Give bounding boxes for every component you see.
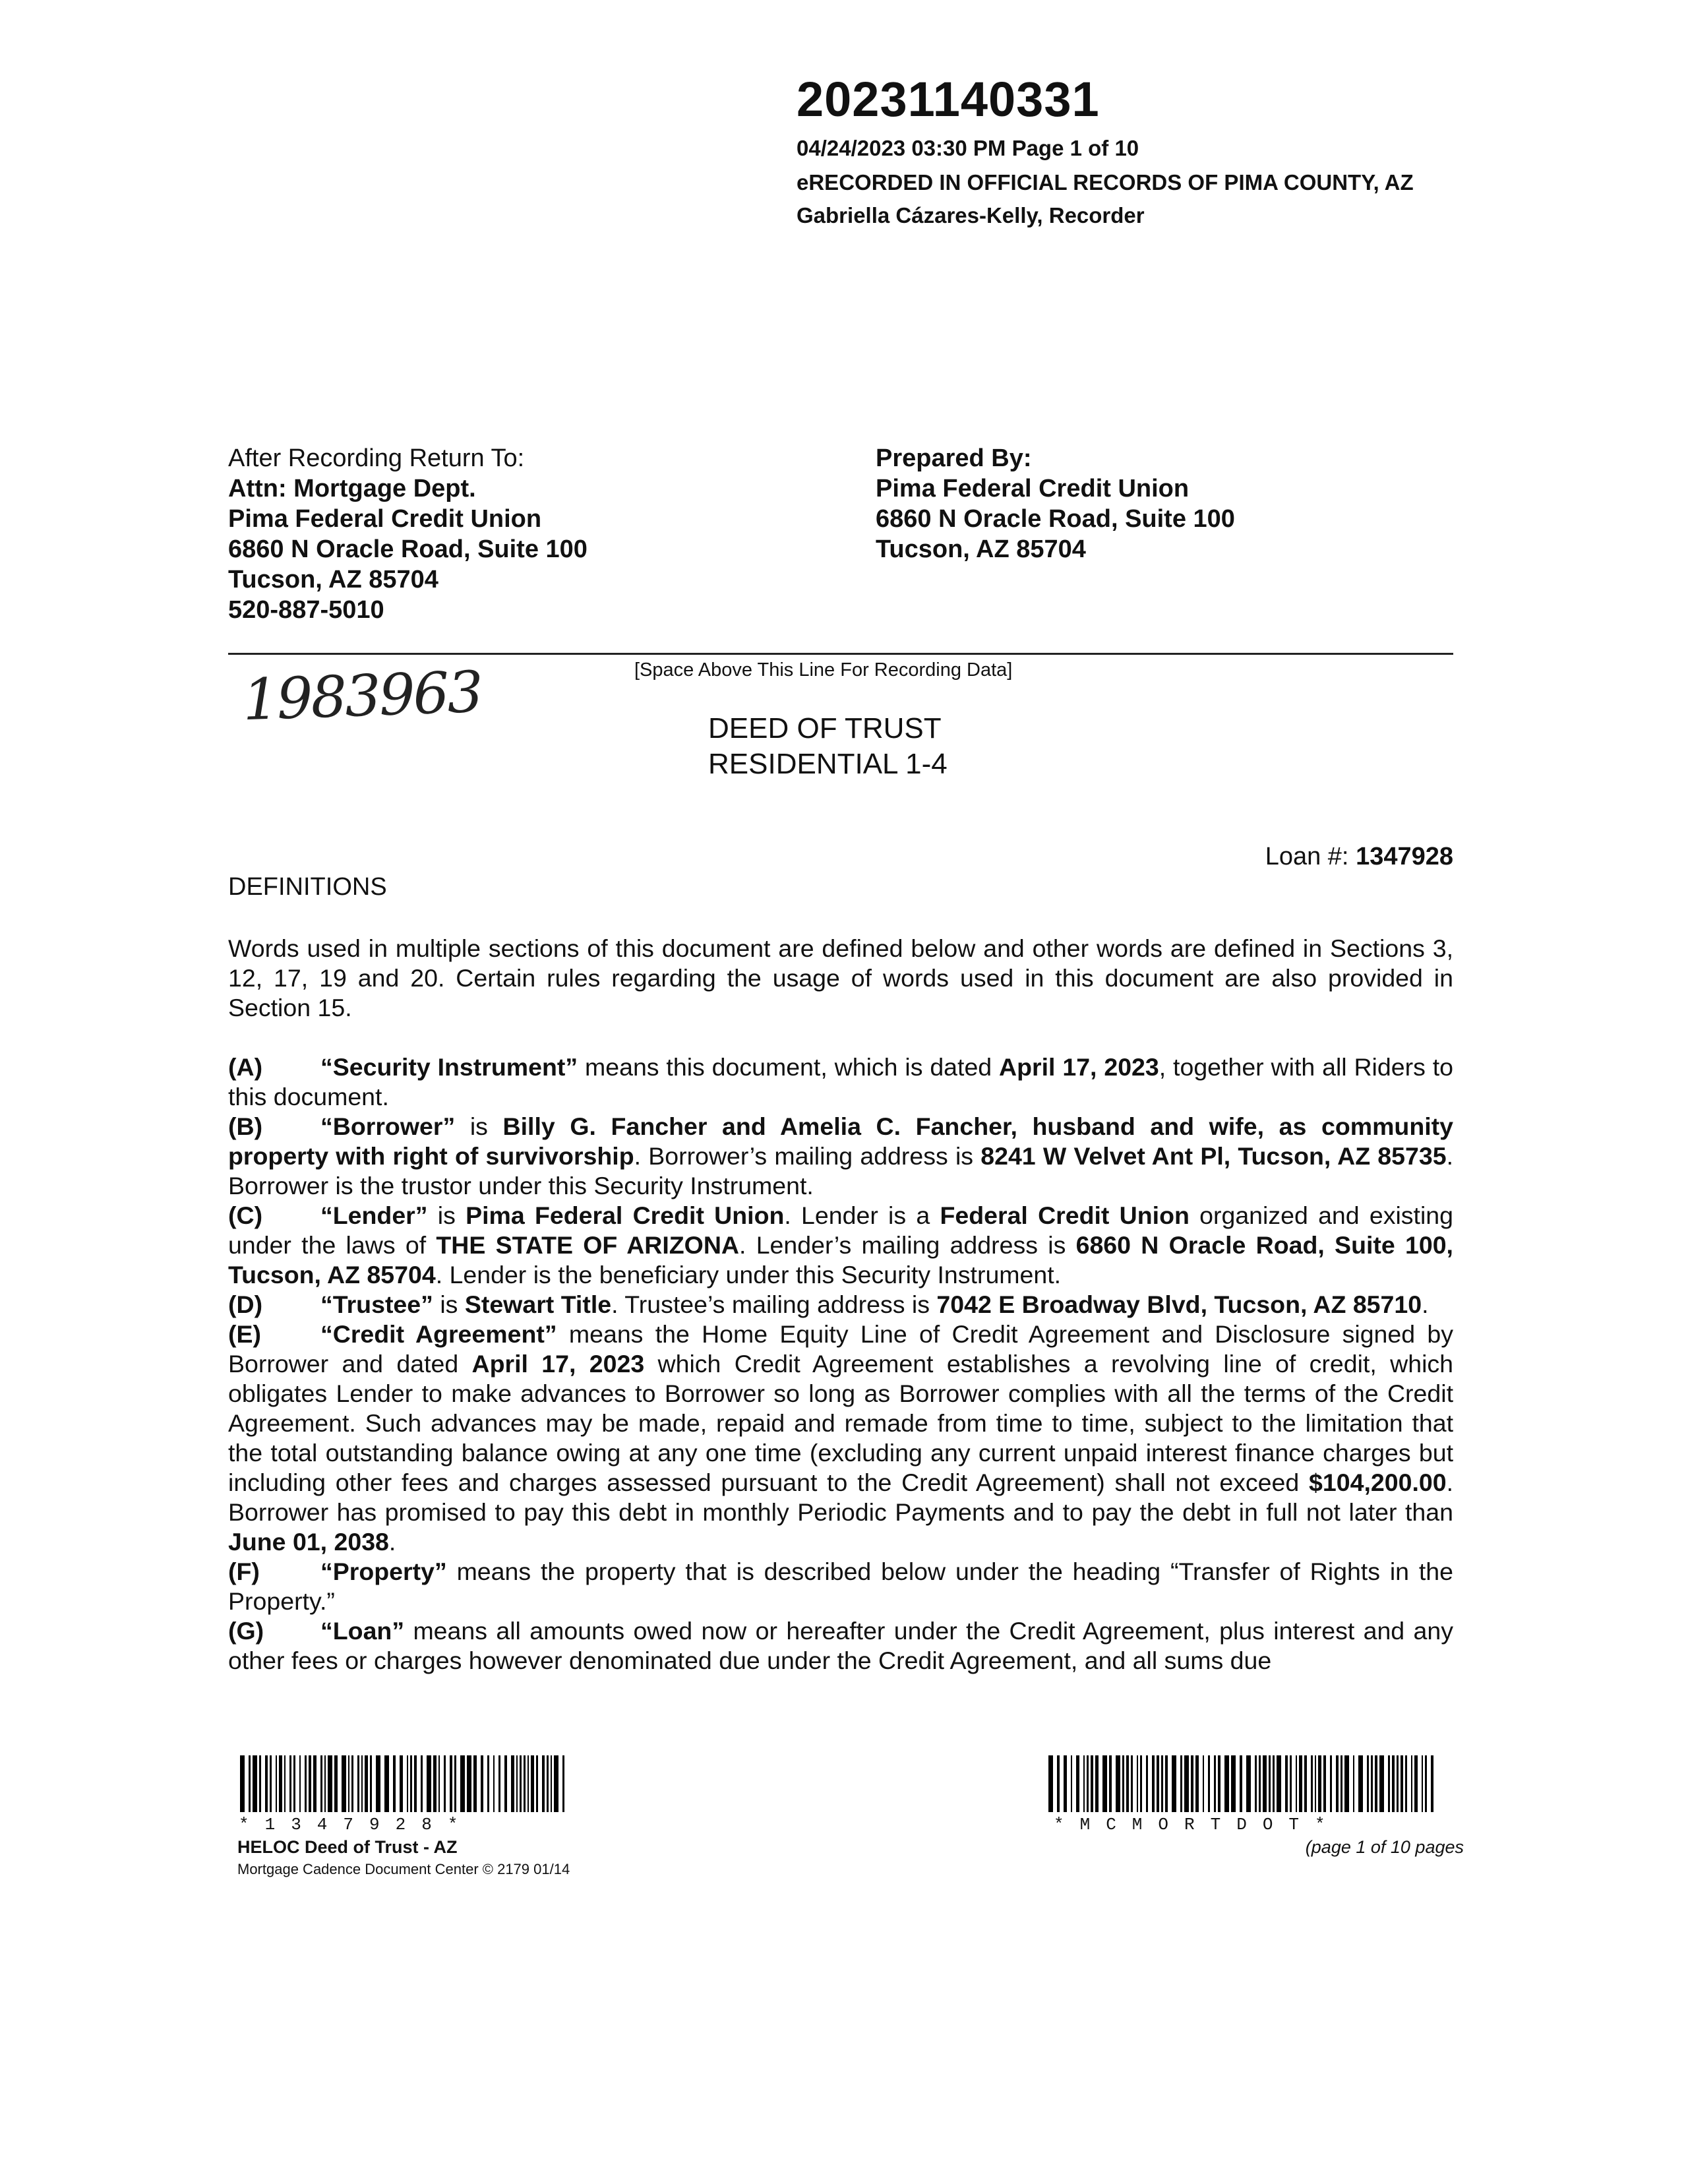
- barcode-bar: [511, 1755, 514, 1812]
- document-center: Mortgage Cadence Document Center © 2179 01/14: [237, 1861, 570, 1877]
- barcode-bar: [270, 1755, 272, 1812]
- barcode-bar: [348, 1755, 350, 1812]
- definitions-intro: Words used in multiple sections of this document are defined below and other words are defined in Sections 3, 12, 17, 19 and 20. Certain rules regarding the usage of words used in this document are also provided in Section 15.: [228, 934, 1453, 1021]
- barcode-bar: [279, 1755, 282, 1812]
- definitions-heading: DEFINITIONS: [228, 873, 387, 901]
- barcode-bar: [1083, 1755, 1085, 1812]
- barcode-bar: [498, 1755, 500, 1812]
- barcode-bar: [1140, 1755, 1142, 1812]
- barcode-bar: [1246, 1755, 1251, 1812]
- definition-g: (G) “Loan” means all amounts owed now or hereafter under the Credit Agreement, plus interest and any other fees or charges however denominated due under the Credit Agreement, and all sums due: [228, 1617, 1453, 1674]
- document-title: DEED OF TRUST: [708, 712, 942, 744]
- barcode-bar: [259, 1755, 261, 1812]
- definition-a: (A) “Security Instrument” means this document, which is dated April 17, 2023, together with all Riders to this document.: [228, 1053, 1453, 1110]
- barcode-bar: [554, 1755, 558, 1812]
- barcode-bar: [1087, 1755, 1089, 1812]
- barcode-bar: [493, 1755, 495, 1812]
- barcode-bar: [504, 1755, 507, 1812]
- barcode-bar: [1102, 1755, 1107, 1812]
- barcode-bar: [1392, 1755, 1395, 1812]
- barcode-bar: [536, 1755, 538, 1812]
- barcode-bar: [1122, 1755, 1124, 1812]
- barcode-bar: [414, 1755, 417, 1812]
- recorder-name: Gabriella Cázares-Kelly, Recorder: [797, 203, 1145, 228]
- barcode-bar: [1379, 1755, 1384, 1812]
- prepared-by-block: [876, 443, 1235, 564]
- barcode-bar: [1371, 1755, 1373, 1812]
- barcode-bar: [438, 1755, 440, 1812]
- barcode-bar: [1116, 1755, 1120, 1812]
- barcode-bar: [289, 1755, 291, 1812]
- barcode-bar: [454, 1755, 456, 1812]
- loan-barcode: [240, 1755, 568, 1812]
- barcode-bar: [1091, 1755, 1093, 1812]
- barcode-bar: [1315, 1755, 1317, 1812]
- definition-d: (D) “Trustee” is Stewart Title. Trustee’s mailing address is 7042 E Broadway Blvd, Tucson, AZ 85710.: [228, 1290, 1429, 1318]
- barcode-bar: [1137, 1755, 1139, 1812]
- barcode-bar: [365, 1755, 367, 1812]
- prepared-by-heading: Prepared By:: [876, 444, 1032, 472]
- barcode-bar: [528, 1755, 529, 1812]
- barcode-bar: [1353, 1755, 1355, 1812]
- barcode-bar: [516, 1755, 518, 1812]
- barcode-bar: [240, 1755, 245, 1812]
- barcode-bar: [1388, 1755, 1390, 1812]
- barcode-bar: [1161, 1755, 1163, 1812]
- barcode-bar: [1290, 1755, 1292, 1812]
- document-subtitle: RESIDENTIAL 1-4: [708, 748, 948, 780]
- barcode-bar: [1109, 1755, 1112, 1812]
- barcode-bar: [1330, 1755, 1332, 1812]
- loan-label: Loan #:: [1265, 843, 1349, 870]
- barcode-bar: [1336, 1755, 1339, 1812]
- prepared-by-line: Pima Federal Credit Union: [876, 475, 1190, 502]
- barcode-bar: [351, 1755, 353, 1812]
- return-to-heading: After Recording Return To:: [228, 444, 525, 472]
- barcode-bar: [460, 1755, 465, 1812]
- barcode-bar: [1184, 1755, 1189, 1812]
- barcode-bar: [1344, 1755, 1349, 1812]
- barcode-bar: [1057, 1755, 1060, 1812]
- barcode-bar: [1375, 1755, 1377, 1812]
- barcode-bar: [1269, 1755, 1271, 1812]
- barcode-bar: [1367, 1755, 1369, 1812]
- definition-c: (C) “Lender” is Pima Federal Credit Union. Lender is a Federal Credit Union organized and existing under the laws of THE STATE OF ARIZONA. Lender’s mailing address is 6860 N Oracle Road, Suite 100, Tucson, AZ 85704. Lender is the beneficiary under this Security Instrument.: [228, 1201, 1454, 1289]
- barcode-bar: [524, 1755, 526, 1812]
- return-to-line: 520-887-5010: [228, 596, 384, 624]
- barcode-bar: [1218, 1755, 1221, 1812]
- barcode-bar: [467, 1755, 471, 1812]
- barcode-bar: [551, 1755, 553, 1812]
- definitions-body: [228, 934, 1453, 1676]
- barcode-bar: [481, 1755, 483, 1812]
- return-to-line: Attn: Mortgage Dept.: [228, 475, 476, 502]
- barcode-bar: [276, 1755, 278, 1812]
- barcode-bar: [1304, 1755, 1307, 1812]
- barcode-bar: [376, 1755, 380, 1812]
- barcode-bar: [421, 1755, 423, 1812]
- loan-number-line: [1265, 843, 1453, 871]
- barcode-bar: [542, 1755, 545, 1812]
- return-to-line: Pima Federal Credit Union: [228, 505, 542, 533]
- barcode-bar: [320, 1755, 322, 1812]
- recording-number: 20231140331: [797, 72, 1100, 127]
- barcode-bar: [384, 1755, 389, 1812]
- barcode-bar: [1311, 1755, 1313, 1812]
- barcode-bar: [1214, 1755, 1216, 1812]
- barcode-bar: [370, 1755, 372, 1812]
- barcode-bar: [293, 1755, 295, 1812]
- barcode-bar: [400, 1755, 402, 1812]
- barcode-bar: [473, 1755, 476, 1812]
- barcode-bar: [1401, 1755, 1403, 1812]
- recording-date: 04/24/2023 03:30 PM Page 1 of 10: [797, 136, 1139, 160]
- barcode-bar: [1285, 1755, 1288, 1812]
- definition-f: (F) “Property” means the property that is described below under the heading “Transfer of Rights in the Property.”: [228, 1558, 1453, 1615]
- barcode-bar: [1191, 1755, 1193, 1812]
- barcode-bar: [334, 1755, 337, 1812]
- barcode-bar: [1208, 1755, 1210, 1812]
- return-to-line: Tucson, AZ 85704: [228, 566, 438, 593]
- barcode-bar: [1064, 1755, 1066, 1812]
- barcode-bar: [531, 1755, 533, 1812]
- form-barcode: [1048, 1755, 1437, 1812]
- definition-b: (B) “Borrower” is Billy G. Fancher and Amelia C. Fancher, husband and wife, as community property with right of survivorship. Borrower’s mailing address is 8241 W Velvet Ant Pl, Tucson, AZ 85735. Borrower is the trustor under this Security Instrument.: [228, 1112, 1454, 1199]
- barcode-bar: [1255, 1755, 1257, 1812]
- barcode-bar: [1195, 1755, 1198, 1812]
- return-to-line: 6860 N Oracle Road, Suite 100: [228, 535, 588, 563]
- barcode-bar: [1224, 1755, 1229, 1812]
- barcode-bar: [313, 1755, 316, 1812]
- prepared-by-line: 6860 N Oracle Road, Suite 100: [876, 505, 1235, 533]
- barcode-bar: [1341, 1755, 1342, 1812]
- definition-e: (E) “Credit Agreement” means the Home Equity Line of Credit Agreement and Disclosure signed by Borrower and dated April 17, 2023 which Credit Agreement establishes a revolving line of credit, which obligates Lender to make advances to Borrower so long as Borrower complies with all the terms of the Credit Agreement. Such advances may be made, repaid and remade from time to time, subject to the limitation that the total outstanding balance owing at any one time (excluding any current unpaid interest finance charges but including other fees and charges assessed pursuant to the Credit Agreement) shall not exceed $104,200.00. Borrower has promised to pay this debt in monthly Periodic Payments and to pay the debt in full not later than June 01, 2038.: [228, 1320, 1454, 1556]
- barcode-bar: [444, 1755, 446, 1812]
- barcode-bar: [253, 1755, 257, 1812]
- barcode-bar: [328, 1755, 332, 1812]
- barcode-bar: [1071, 1755, 1073, 1812]
- barcode-bar: [1131, 1755, 1133, 1812]
- barcode-bar: [1095, 1755, 1098, 1812]
- barcode-bar: [450, 1755, 452, 1812]
- barcode-bar: [1076, 1755, 1079, 1812]
- barcode-bar: [1240, 1755, 1242, 1812]
- barcode-bar: [407, 1755, 409, 1812]
- barcode-bar: [1165, 1755, 1168, 1812]
- barcode-bar: [487, 1755, 489, 1812]
- barcode-bar: [357, 1755, 359, 1812]
- barcode-bar: [1180, 1755, 1182, 1812]
- prepared-by-line: Tucson, AZ 85704: [876, 535, 1086, 563]
- barcode-bar: [1157, 1755, 1159, 1812]
- barcode-bar: [1296, 1755, 1298, 1812]
- barcode-bar: [1273, 1755, 1275, 1812]
- barcode-bar: [1126, 1755, 1129, 1812]
- barcode-bar: [1425, 1755, 1427, 1812]
- barcode-bar: [410, 1755, 412, 1812]
- barcode-bar: [1405, 1755, 1407, 1812]
- barcode-bar: [1358, 1755, 1363, 1812]
- loan-barcode-text: *1347928*: [239, 1815, 474, 1835]
- barcode-bar: [1172, 1755, 1176, 1812]
- barcode-bar: [1323, 1755, 1326, 1812]
- barcode-bar: [265, 1755, 268, 1812]
- barcode-bar: [1318, 1755, 1321, 1812]
- barcode-bar: [299, 1755, 301, 1812]
- barcode-bar: [393, 1755, 396, 1812]
- barcode-bar: [1231, 1755, 1236, 1812]
- barcode-bar: [547, 1755, 549, 1812]
- return-to-block: [228, 443, 588, 625]
- barcode-bar: [1203, 1755, 1205, 1812]
- barcode-bar: [1414, 1755, 1417, 1812]
- barcode-bar: [1048, 1755, 1053, 1812]
- barcode-bar: [284, 1755, 286, 1812]
- barcode-bar: [433, 1755, 436, 1812]
- barcode-bar: [309, 1755, 311, 1812]
- page-indicator: (page 1 of 10 pages: [1305, 1837, 1464, 1857]
- recording-office: eRECORDED IN OFFICIAL RECORDS OF PIMA COUNTY, AZ: [797, 170, 1414, 195]
- form-barcode-text: *MCMORTDOT*: [1054, 1815, 1341, 1835]
- barcode-bar: [1146, 1755, 1148, 1812]
- recording-divider: [228, 653, 1453, 655]
- space-above-note: [Space Above This Line For Recording Data]: [634, 659, 1013, 681]
- barcode-bar: [249, 1755, 251, 1812]
- barcode-bar: [1431, 1755, 1433, 1812]
- barcode-bar: [305, 1755, 307, 1812]
- barcode-bar: [1277, 1755, 1281, 1812]
- barcode-bar: [1152, 1755, 1155, 1812]
- barcode-bar: [1263, 1755, 1267, 1812]
- barcode-bar: [520, 1755, 522, 1812]
- barcode-bar: [361, 1755, 363, 1812]
- barcode-bar: [427, 1755, 431, 1812]
- handwritten-number: 1983963: [241, 659, 483, 734]
- barcode-bar: [1299, 1755, 1302, 1812]
- barcode-bar: [1259, 1755, 1261, 1812]
- barcode-bar: [1422, 1755, 1424, 1812]
- barcode-bar: [1411, 1755, 1413, 1812]
- loan-number: 1347928: [1356, 843, 1453, 870]
- barcode-bar: [342, 1755, 346, 1812]
- barcode-bar: [562, 1755, 564, 1812]
- barcode-bar: [324, 1755, 326, 1812]
- barcode-bar: [1397, 1755, 1399, 1812]
- form-name: HELOC Deed of Trust - AZ: [237, 1837, 458, 1857]
